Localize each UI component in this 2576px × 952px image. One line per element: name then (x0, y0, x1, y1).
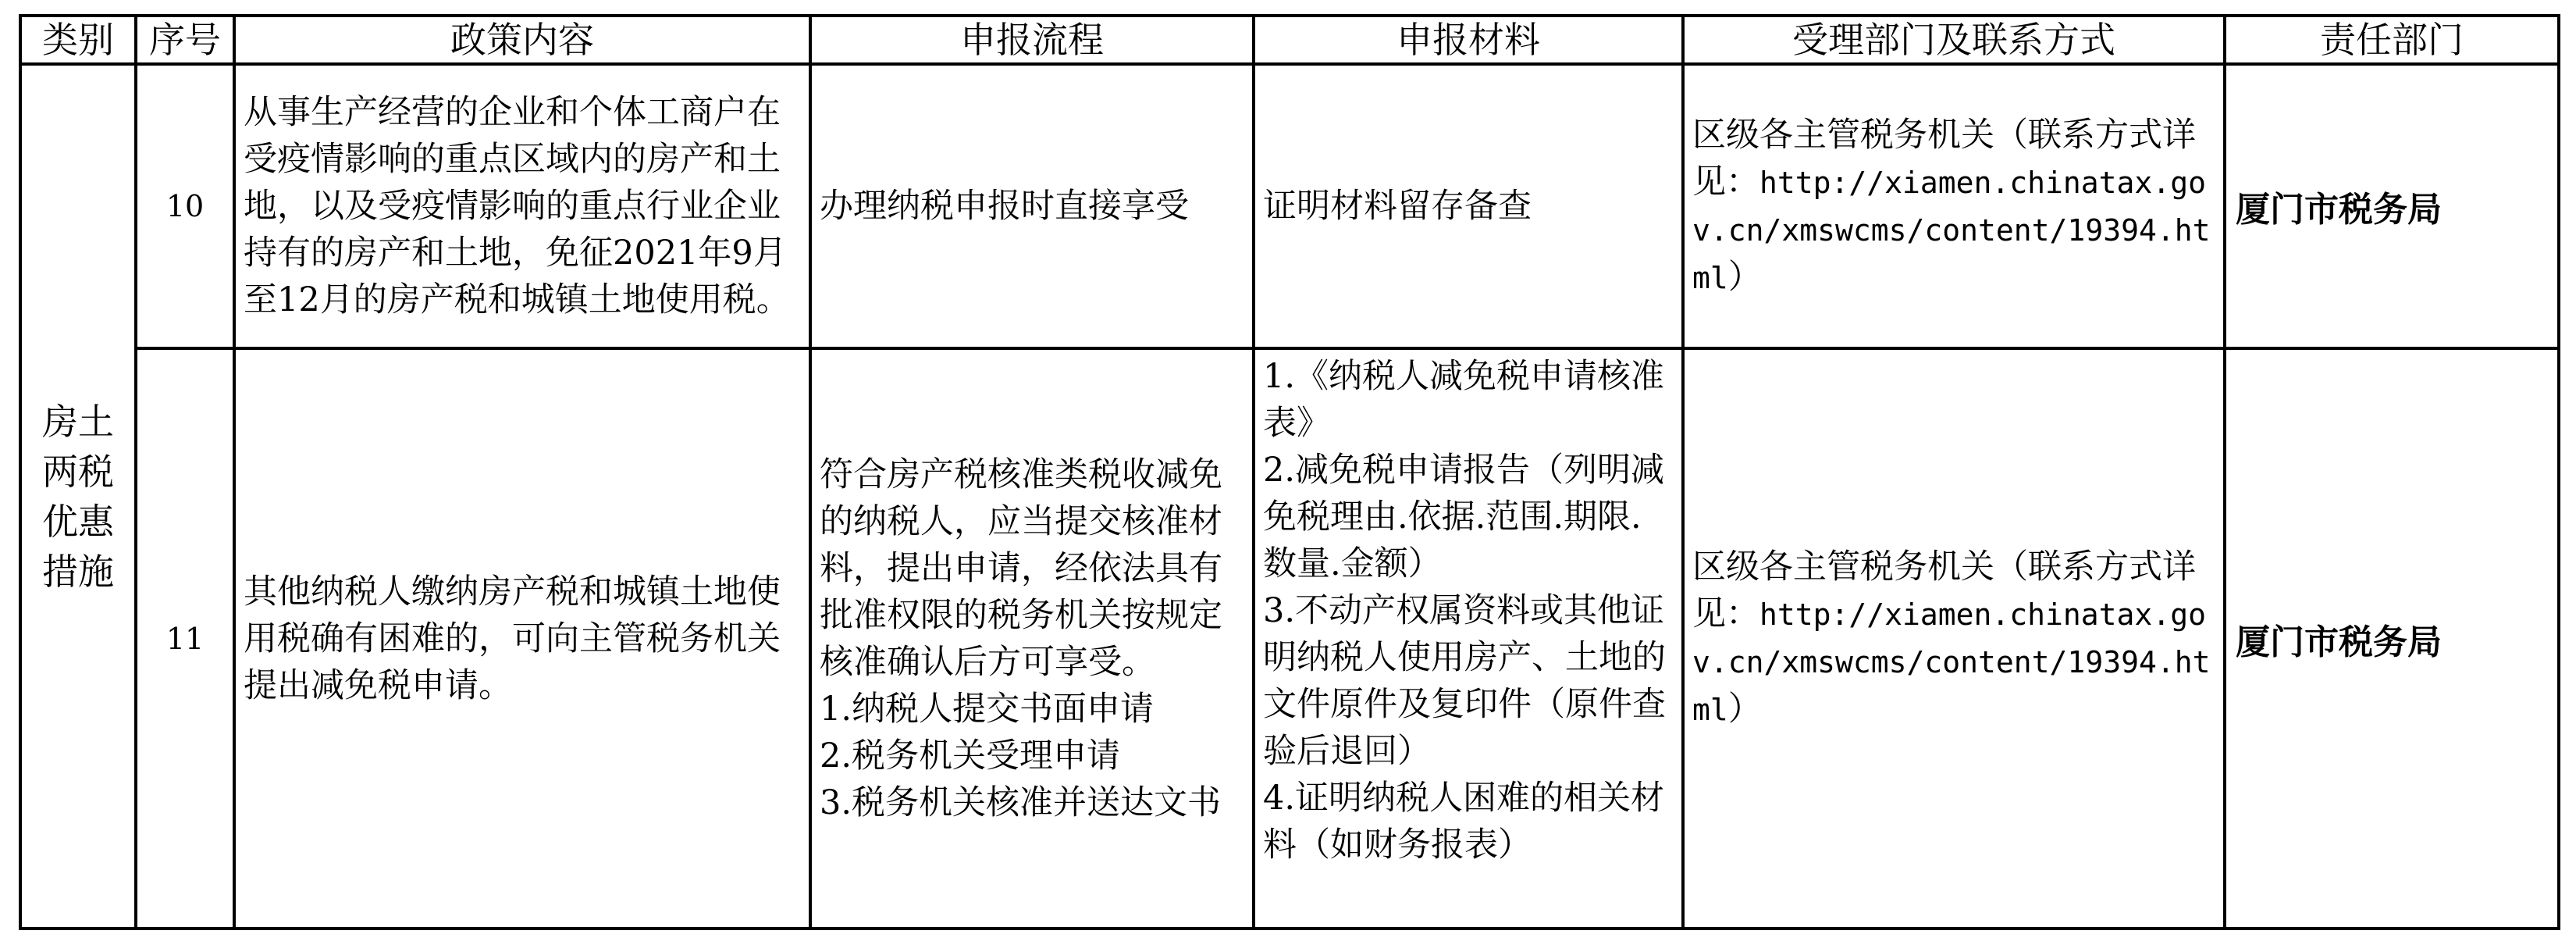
contact-end: ） (1727, 257, 1762, 297)
materials-line: 3.不动产权属资料或其他证明纳税人使用房产、土地的文件原件及复印件（原件查验后退回） (1263, 591, 1666, 771)
seq-cell: 11 (136, 348, 234, 929)
dept-cell: 厦门市税务局 (2225, 64, 2559, 348)
materials-cell (1254, 348, 1683, 929)
header-materials: 申报材料 (1254, 16, 1683, 64)
policy-cell: 其他纳税人缴纳房产税和城镇土地使用税确有困难的，可向主管税务机关提出减免税申请。 (234, 348, 810, 929)
process-cell (810, 64, 1254, 348)
process-line: 符合房产税核准类税收减免的纳税人，应当提交核准材料，提出申请，经依法具有批准权限的税务机关按规定核准确认后方可享受。 (820, 455, 1222, 682)
contact-text: 区级各主管税务机关（联系方式详见： (1692, 115, 2196, 201)
contact-end: ） (1727, 690, 1762, 729)
process-line: 2.税务机关受理申请 (820, 736, 1121, 776)
process-line: 1.纳税人提交书面申请 (820, 689, 1155, 729)
dept-cell: 厦门市税务局 (2225, 348, 2559, 929)
header-contact: 受理部门及联系方式 (1683, 16, 2225, 64)
contact-link[interactable]: http://xiamen.chinatax.gov.cn/xmswcms/content/19394.html (1692, 165, 2211, 295)
header-seq: 序号 (136, 16, 234, 64)
table-row (20, 64, 2559, 348)
materials-line: 证明材料留存备查 (1263, 187, 1532, 226)
category-cell: 房土两税优惠措施 (20, 64, 136, 929)
process-line: 3.税务机关核准并送达文书 (820, 783, 1222, 822)
header-policy: 政策内容 (234, 16, 810, 64)
materials-line: 4.证明纳税人困难的相关材料（如财务报表） (1263, 779, 1665, 865)
contact-text: 区级各主管税务机关（联系方式详见： (1692, 547, 2196, 633)
materials-line: 2.减免税申请报告（列明减免税理由.依据.范围.期限.数量.金额） (1263, 451, 1665, 583)
contact-cell (1683, 64, 2225, 348)
policy-cell: 从事生产经营的企业和个体工商户在受疫情影响的重点区域内的房产和土地，以及受疫情影响的重点行业企业持有的房产和土地，免征2021年9月至12月的房产税和城镇土地使用税。 (234, 64, 810, 348)
header-row (20, 16, 2559, 64)
materials-cell (1254, 64, 1683, 348)
header-process: 申报流程 (810, 16, 1254, 64)
contact-link[interactable]: http://xiamen.chinatax.gov.cn/xmswcms/content/19394.html (1692, 597, 2211, 727)
materials-line: 1.《纳税人减免税申请核准表》 (1263, 357, 1665, 443)
header-dept: 责任部门 (2225, 16, 2559, 64)
process-line: 办理纳税申报时直接享受 (820, 187, 1189, 226)
table-row (20, 348, 2559, 929)
contact-cell (1683, 348, 2225, 929)
seq-cell: 10 (136, 64, 234, 348)
header-category: 类别 (20, 16, 136, 64)
policy-table (19, 14, 2560, 930)
process-cell (810, 348, 1254, 929)
